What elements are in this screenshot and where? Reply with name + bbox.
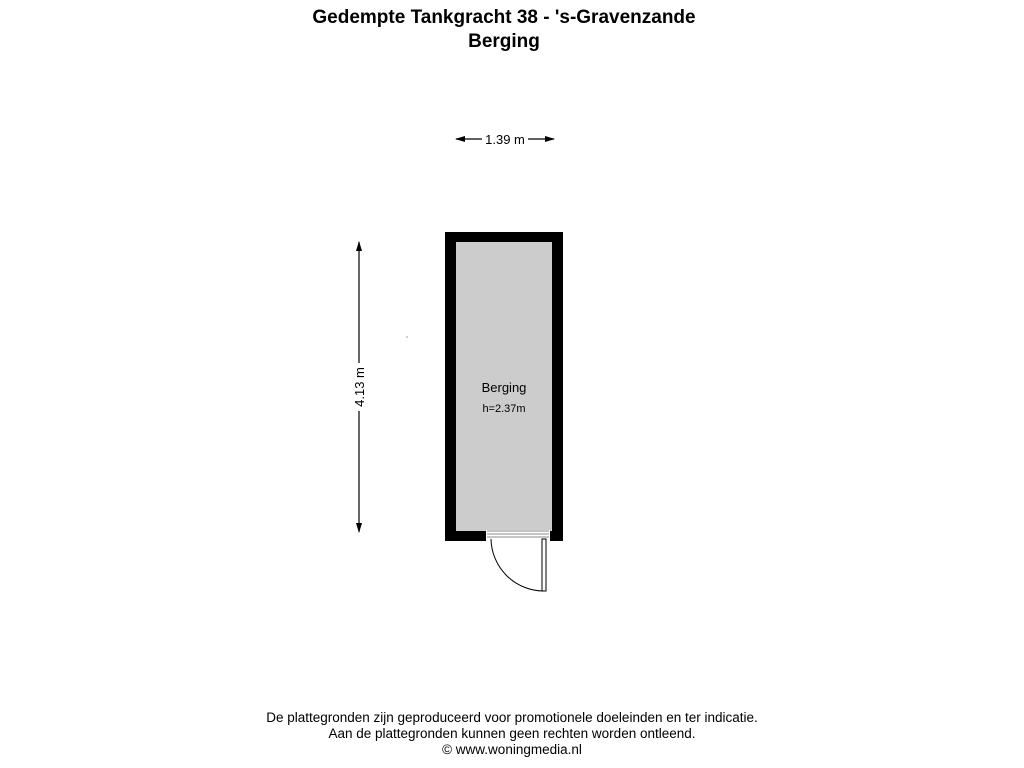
plan-title-floor: Berging	[468, 31, 540, 52]
length-dimension-label: 4.13 m	[352, 367, 367, 407]
copyright-line: © www.woningmedia.nl	[442, 742, 582, 757]
room-height-label: h=2.37m	[482, 403, 526, 415]
length-dimension	[352, 242, 367, 532]
door-leaf	[542, 539, 546, 591]
width-dimension	[456, 132, 554, 147]
room-name-label: Berging	[481, 380, 527, 395]
disclaimer-line-2: Aan de plattegronden kunnen geen rechten worden ontleend.	[328, 726, 696, 741]
room-berging	[445, 232, 563, 591]
door-swing-arc	[491, 539, 544, 591]
door-opening	[486, 530, 550, 542]
door	[491, 539, 546, 591]
plan-title-address: Gedempte Tankgracht 38 - 's-Gravenzande	[312, 7, 696, 28]
disclaimer-line-1: De plattegronden zijn geproduceerd voor promotionele doeleinden en ter indicatie.	[266, 710, 758, 725]
stray-dot	[406, 336, 407, 337]
width-dimension-label: 1.39 m	[485, 132, 525, 147]
